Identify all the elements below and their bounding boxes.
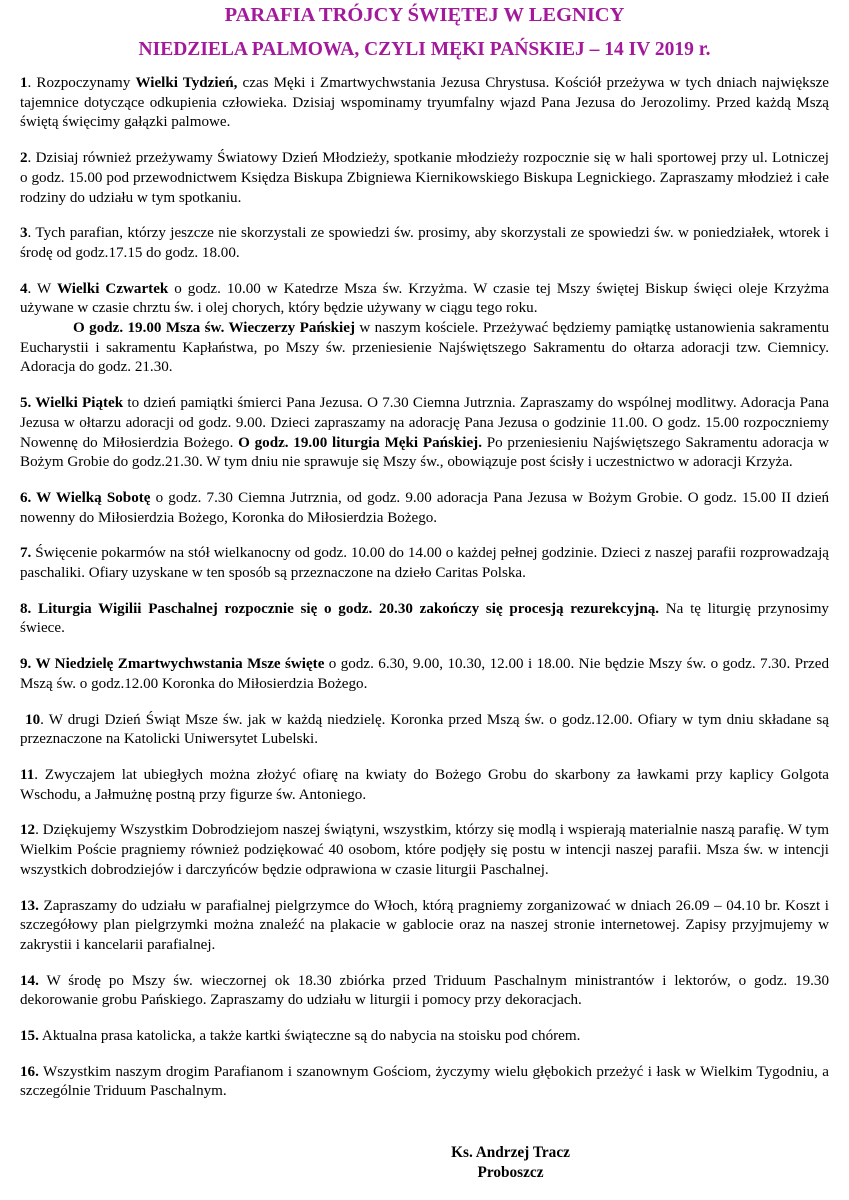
announcement-text: to dzień pamiątki śmierci Pana Jezusa. O 7.30 Ciemna Jutrznia. Zapraszamy do wspólnej modlitwy. Adoracja Pana Jezusa w ołtarzu adoracji od godz. 9.00. Dzieci zapraszamy na adorację Pana Jezusa o godzinie 11.00. O godz. 15.00 rozpoczniemy Nowennę do Miłosierdzia Bożego. xyxy=(20,395,830,451)
announcement-text: . W drugi Dzień Świąt Msze św. jak w każdą niedzielę. Koronka przed Mszą św. o godz.12.00. Ofiary w tym dniu składane są przeznaczone na Katolicki Uniwersytet Lubelski. xyxy=(20,711,829,748)
announcement-number: 1 xyxy=(20,75,28,91)
announcement-highlight: 5. Wielki Piątek xyxy=(20,395,124,412)
announcement-number: 4 xyxy=(20,280,28,297)
signature-block xyxy=(0,1143,849,1183)
announcement-10 xyxy=(20,711,829,750)
announcement-text: Wszystkim naszym drogim Parafianom i szanownym Gościom, życzymy wielu głębokich przeżyć i łask w Wielkim Tygodniu, a szczególnie Triduum Paschalnym. xyxy=(20,1063,829,1100)
announcement-text: Na tę liturgię przynosimy świece. xyxy=(20,600,829,637)
announcement-text: w naszym kościele. Przeżywać będziemy pamiątkę ustanowienia sakramentu Eucharystii i sakramentu Kapłaństwa, po Mszy św. przeniesienie Najświętszego Sakramentu do ołtarza adoracji tzw. Ciemnicy. Adoracja do godz. 21.30. xyxy=(20,320,829,376)
announcement-highlight: 8. Liturgia Wigilii Paschalnej rozpocznie się o godz. 20.30 zakończy się procesją rezurekcyjną. xyxy=(20,600,660,617)
announcement-number: 15. xyxy=(20,1028,39,1045)
announcement-highlight: Wielki Tydzień, xyxy=(135,75,238,91)
signature-name: Ks. Andrzej Tracz xyxy=(451,1144,570,1161)
page-title: NIEDZIELA PALMOWA, CZYLI MĘKI PAŃSKIEJ – 14 IV 2019 r. xyxy=(138,39,711,60)
announcement-text: Aktualna prasa katolicka, a także kartki świąteczne są do nabycia na stoisku pod chórem. xyxy=(38,1028,581,1045)
announcement-text: . W xyxy=(27,280,57,297)
announcement-text: . Zwyczajem lat ubiegłych można złożyć ofiarę na kwiaty do Bożego Grobu do skarbony za ławkami przy kaplicy Golgota Wschodu, a Jałmużnę postną przy figurze św. Antoniego. xyxy=(20,766,829,803)
announcement-text: czas Męki i Zmartwychwstania Jezusa Chrystusa. Kościół przeżywa w tych dniach największe tajemnice dotyczące odkupienia człowieka. Dzisiaj wspominamy tryumfalny wjazd Pana Jezusa do Jerozolimy. Przed każdą Mszą świętą święcimy gałązki palmowe. xyxy=(20,75,829,131)
parish-title: PARAFIA TRÓJCY ŚWIĘTEJ W LEGNICY xyxy=(224,4,625,26)
announcement-4 xyxy=(20,280,829,319)
announcement-text: Zapraszamy do udziału w parafialnej pielgrzymce do Włoch, którą pragniemy zorganizować w dniach 26.09 – 04.10 br. Koszt i szczegółowy plan pielgrzymki można znaleźć na plakacie w gablocie oraz na naszej stronie internetowej. Zapisy przyjmujemy w zakrystii i kancelarii parafialnej. xyxy=(20,897,829,953)
announcement-text: Święcenie pokarmów na stół wielkanocny od godz. 10.00 do 14.00 o każdej pełnej godzinie. Dzieci z naszej parafii rozprowadzają paschaliki. Ofiary uzyskane w ten sposób są przeznaczone na dzieło Caritas Polska. xyxy=(20,545,829,582)
announcement-3 xyxy=(20,224,829,263)
announcement-highlight: Wielki Czwartek xyxy=(56,280,169,297)
announcement-12 xyxy=(20,821,829,880)
announcement-text: . Dzisiaj również przeżywamy Światowy Dzień Młodzieży, spotkanie młodzieży rozpocznie się w hali sportowej przy ul. Lotniczej o godz. 15.00 pod przewodnictwem Księdza Biskupa Zbigniewa Kiernikowskiego Biskupa Legnickiego. Zapraszamy młodzież i całe rodziny do udziału w tym spotkaniu. xyxy=(20,150,829,206)
announcement-text: . Dziękujemy Wszystkim Dobrodziejom naszej świątyni, wszystkim, którzy się modlą i wspierają materialnie naszą parafię. W tym Wielkim Poście pragniemy również podziękować 40 osobom, które podjęły się postu w intencji naszej parafii. Msza św. w intencji wszystkich dobrodziejów i darczyńców będzie odprawiona w czasie liturgii Paschalnej. xyxy=(20,822,829,878)
announcement-highlight: O godz. 19.00 liturgia Męki Pańskiej. xyxy=(238,434,482,451)
announcement-8 xyxy=(20,600,829,639)
announcement-9 xyxy=(20,655,829,694)
announcement-number: 2 xyxy=(20,150,28,167)
announcement-number: 14. xyxy=(20,972,39,989)
announcement-number: 7. xyxy=(20,545,32,562)
announcement-number: 10 xyxy=(25,711,41,728)
announcement-2 xyxy=(20,149,829,208)
announcement-14 xyxy=(20,972,829,1011)
announcement-11 xyxy=(20,766,829,805)
announcement-number: 16. xyxy=(20,1063,39,1080)
announcement-5 xyxy=(20,394,829,473)
announcements-list xyxy=(20,74,829,1102)
announcement-highlight: 6. W Wielką Sobotę xyxy=(20,489,151,506)
announcement-text: o godz. 10.00 w Katedrze Msza św. Krzyżma. W czasie tej Mszy świętej Biskup święci oleje Krzyżma używane w czasie chrztu św. i olej chorych, który będzie używany w ciągu tego roku. xyxy=(20,280,830,317)
announcement-number: 13. xyxy=(20,897,39,914)
announcement-text: o godz. 7.30 Ciemna Jutrznia, od godz. 9.00 adoracja Pana Jezusa w Bożym Grobie. O godz. 15.00 II dzień nowenny do Miłosierdzia Bożego, Koronka do Miłosierdzia Bożego. xyxy=(20,489,829,526)
announcement-1 xyxy=(20,74,829,133)
signature-role: Proboszcz xyxy=(477,1164,544,1181)
announcement-text: W środę po Mszy św. wieczornej ok 18.30 zbiórka przed Triduum Paschalnym ministrantów i lektorów, o godz. 19.30 dekorowanie grobu Pańskiego. Zapraszamy do udziału w liturgii i pomocy przy dekoracjach. xyxy=(20,972,829,1009)
announcement-13 xyxy=(20,897,829,956)
announcement-text: o godz. 6.30, 9.00, 10.30, 12.00 i 18.00. Nie będzie Mszy św. o godz. 7.30. Przed Mszą św. o godz.12.00 Koronka do Miłosierdzia Bożego. xyxy=(20,656,829,692)
announcement-7 xyxy=(20,544,829,583)
announcement-number: 11 xyxy=(20,766,35,783)
announcement-text: Po przeniesieniu Najświętszego Sakramentu adoracja w Bożym Grobie do godz.21.30. W tym dniu nie sprawuje się Mszy św., obowiązuje post ścisły i uczestnictwo w adoracji Krzyża. xyxy=(20,434,830,471)
announcement-16 xyxy=(20,1063,829,1102)
announcement-4-continued xyxy=(20,319,829,378)
announcement-highlight: O godz. 19.00 Msza św. Wieczerzy Pańskiej xyxy=(73,320,355,337)
announcement-highlight: 9. W Niedzielę Zmartwychwstania Msze święte xyxy=(20,656,325,673)
announcement-text: . Rozpoczynamy xyxy=(27,75,136,91)
announcement-number: 12 xyxy=(20,822,36,839)
announcement-text: . Tych parafian, którzy jeszcze nie skorzystali ze spowiedzi św. prosimy, aby skorzystali ze spowiedzi św. w poniedziałek, wtorek i środę od godz.17.15 do godz. 18.00. xyxy=(20,225,829,261)
announcement-number: 3 xyxy=(20,225,28,242)
announcement-15 xyxy=(20,1027,829,1047)
announcement-6 xyxy=(20,489,829,528)
